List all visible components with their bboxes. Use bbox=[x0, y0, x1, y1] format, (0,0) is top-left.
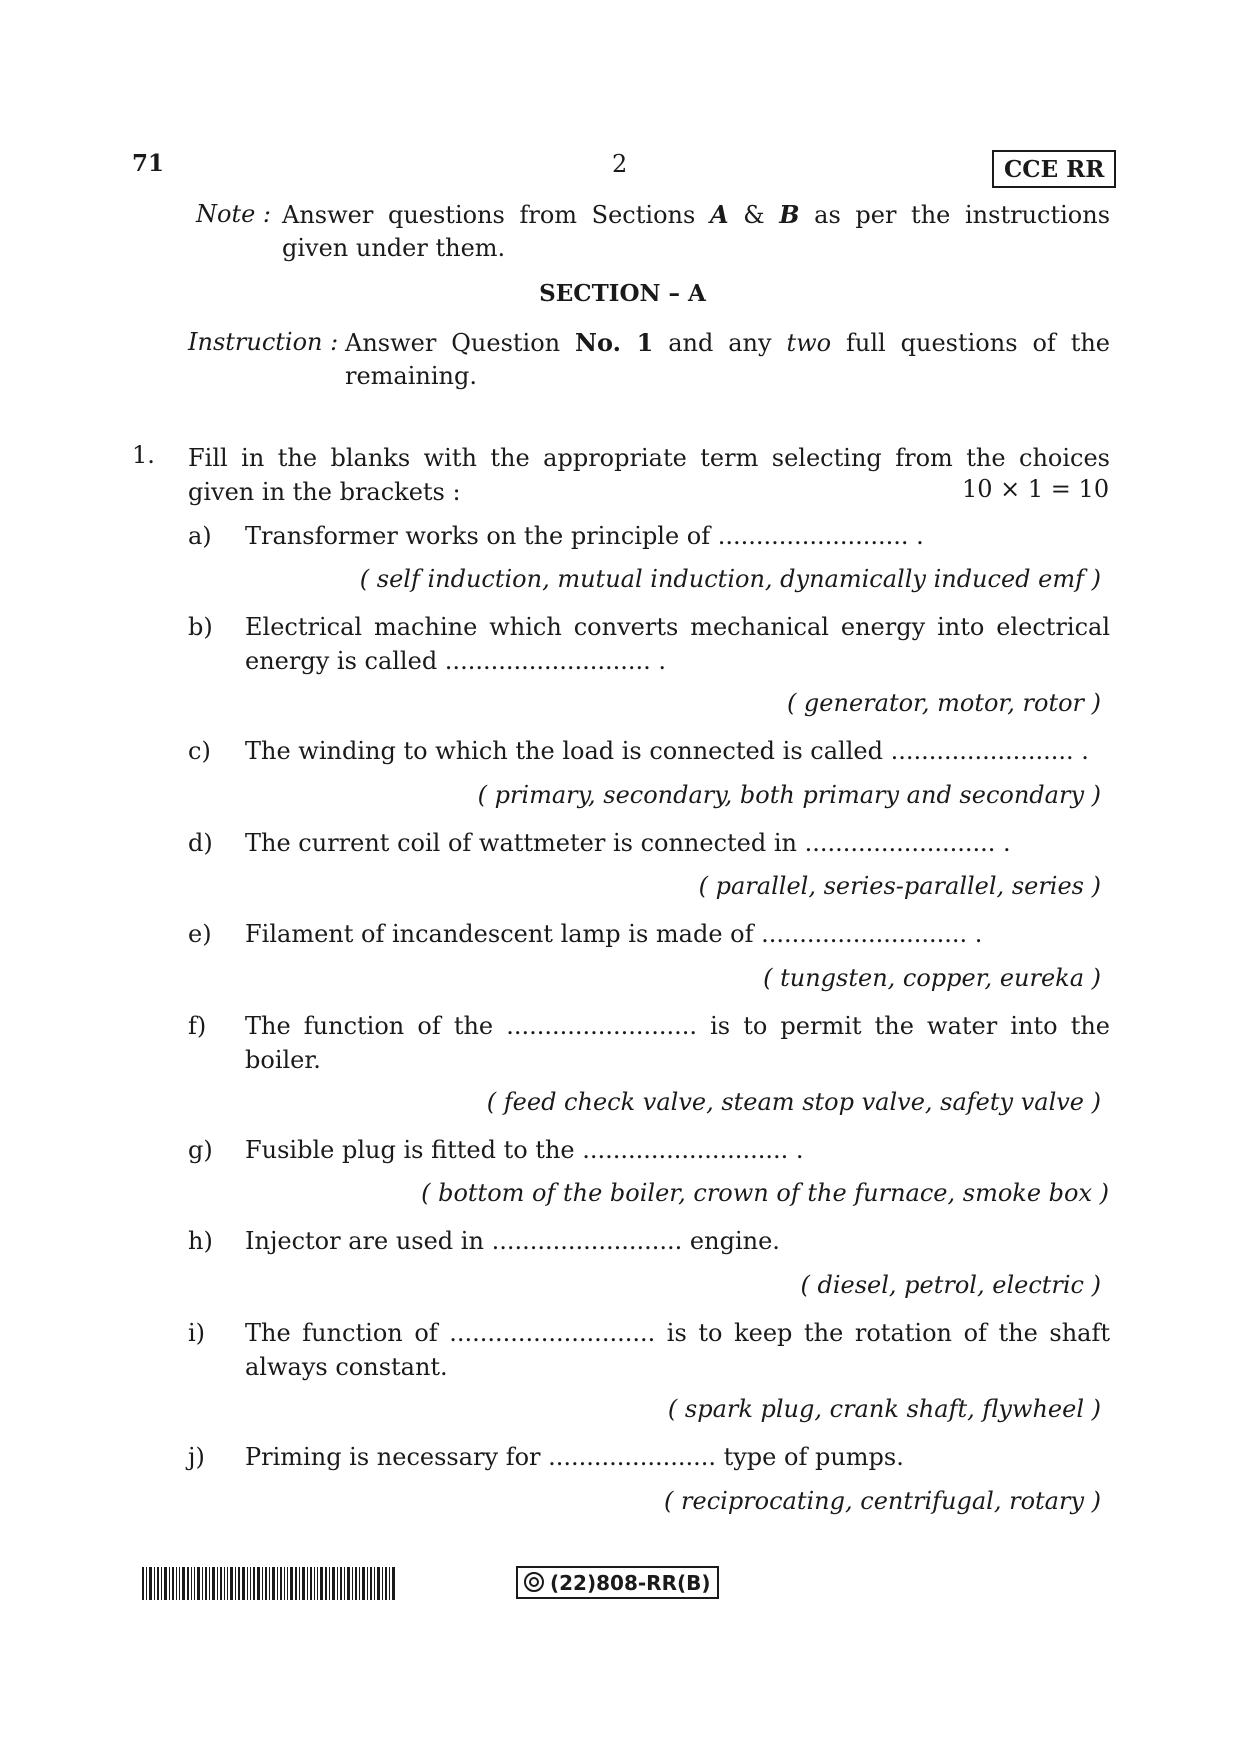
sub-question-letter: j) bbox=[188, 1443, 205, 1471]
answer-choices: ( parallel, series-parallel, series ) bbox=[698, 872, 1101, 900]
note-text-part: Answer questions from Sections bbox=[282, 201, 710, 229]
section-title-text: SECTION – A bbox=[539, 280, 706, 307]
copyright-icon bbox=[524, 1572, 544, 1592]
note-label: Note : bbox=[196, 200, 272, 228]
sub-question bbox=[188, 1316, 1110, 1384]
answer-choices: ( generator, motor, rotor ) bbox=[786, 689, 1101, 717]
instruction-text-part: Answer Question bbox=[345, 329, 576, 357]
question-number: 1. bbox=[132, 441, 155, 469]
note-and: & bbox=[728, 201, 780, 229]
sub-question bbox=[188, 1009, 1110, 1077]
sub-question-text: Transformer works on the principle of ......................... . bbox=[245, 522, 924, 550]
instruction-question-no: No. 1 bbox=[575, 328, 654, 357]
question-paper-number: 71 bbox=[132, 150, 165, 177]
exam-code-box: CCE RR bbox=[992, 150, 1116, 188]
instruction-two: two bbox=[786, 329, 832, 357]
sub-question-text: Fusible plug is fitted to the ........................... . bbox=[245, 1136, 804, 1164]
instruction-text-part: full questions of the remaining. bbox=[345, 329, 1111, 390]
sub-question-text: Injector are used in ......................... engine. bbox=[245, 1227, 780, 1255]
sub-question-letter: c) bbox=[188, 737, 211, 765]
sub-question-text: Filament of incandescent lamp is made of ........................... . bbox=[245, 920, 983, 948]
sub-question-text: The winding to which the load is connected is called ........................ . bbox=[245, 737, 1089, 765]
question-text: Fill in the blanks with the appropriate term selecting from the choices given in the brackets : bbox=[188, 444, 1110, 506]
sub-question bbox=[188, 917, 1110, 951]
answer-choices: ( feed check valve, steam stop valve, safety valve ) bbox=[486, 1088, 1101, 1116]
sub-question-letter: e) bbox=[188, 920, 212, 948]
sub-question-letter: d) bbox=[188, 829, 213, 857]
paper-code-box bbox=[516, 1566, 719, 1599]
sub-question-letter: b) bbox=[188, 613, 213, 641]
instruction-text bbox=[345, 326, 1110, 393]
answer-choices: ( primary, secondary, both primary and secondary ) bbox=[477, 781, 1101, 809]
sub-question-letter: f) bbox=[188, 1012, 207, 1040]
marks-allocation: 10 × 1 = 10 bbox=[962, 475, 1110, 503]
sub-question-text: The function of the ......................... is to permit the water into the boiler. bbox=[245, 1012, 1110, 1074]
answer-choices: ( reciprocating, centrifugal, rotary ) bbox=[664, 1487, 1101, 1515]
sub-question-letter: i) bbox=[188, 1319, 206, 1347]
note-section-b: B bbox=[779, 200, 800, 229]
instruction-block bbox=[188, 326, 1110, 393]
instruction-text-part: and any bbox=[653, 329, 787, 357]
answer-choices: ( bottom of the boiler, crown of the furnace, smoke box ) bbox=[421, 1179, 1109, 1207]
sub-question-letter: g) bbox=[188, 1136, 213, 1164]
note-text bbox=[282, 198, 1110, 265]
note-text-part: as per the instructions given under them. bbox=[282, 201, 1111, 262]
note-block bbox=[196, 198, 1110, 265]
sub-question bbox=[188, 734, 1110, 768]
page-number: 2 bbox=[612, 150, 628, 178]
answer-choices: ( spark plug, crank shaft, flywheel ) bbox=[667, 1395, 1101, 1423]
sub-question bbox=[188, 610, 1110, 678]
sub-question bbox=[188, 1440, 1110, 1474]
sub-question-letter: a) bbox=[188, 522, 212, 550]
answer-choices: ( self induction, mutual induction, dynamically induced emf ) bbox=[359, 565, 1101, 593]
sub-question-text: The current coil of wattmeter is connected in ......................... . bbox=[245, 829, 1011, 857]
note-section-a: A bbox=[709, 200, 729, 229]
instruction-label: Instruction : bbox=[188, 328, 339, 356]
answer-choices: ( diesel, petrol, electric ) bbox=[800, 1271, 1101, 1299]
section-title bbox=[0, 280, 1241, 307]
sub-question bbox=[188, 519, 1110, 553]
paper-code: (22)808-RR(B) bbox=[550, 1571, 711, 1595]
sub-question-text: Electrical machine which converts mechanical energy into electrical energy is called ........................... . bbox=[245, 613, 1110, 675]
barcode bbox=[142, 1567, 396, 1600]
sub-question bbox=[188, 826, 1110, 860]
sub-question-text: Priming is necessary for ...................... type of pumps. bbox=[245, 1443, 904, 1471]
sub-question bbox=[188, 1133, 1110, 1167]
answer-choices: ( tungsten, copper, eureka ) bbox=[763, 964, 1101, 992]
sub-question-text: The function of ........................... is to keep the rotation of the shaft always constant. bbox=[245, 1319, 1110, 1381]
sub-question-letter: h) bbox=[188, 1227, 213, 1255]
sub-question bbox=[188, 1224, 1110, 1258]
